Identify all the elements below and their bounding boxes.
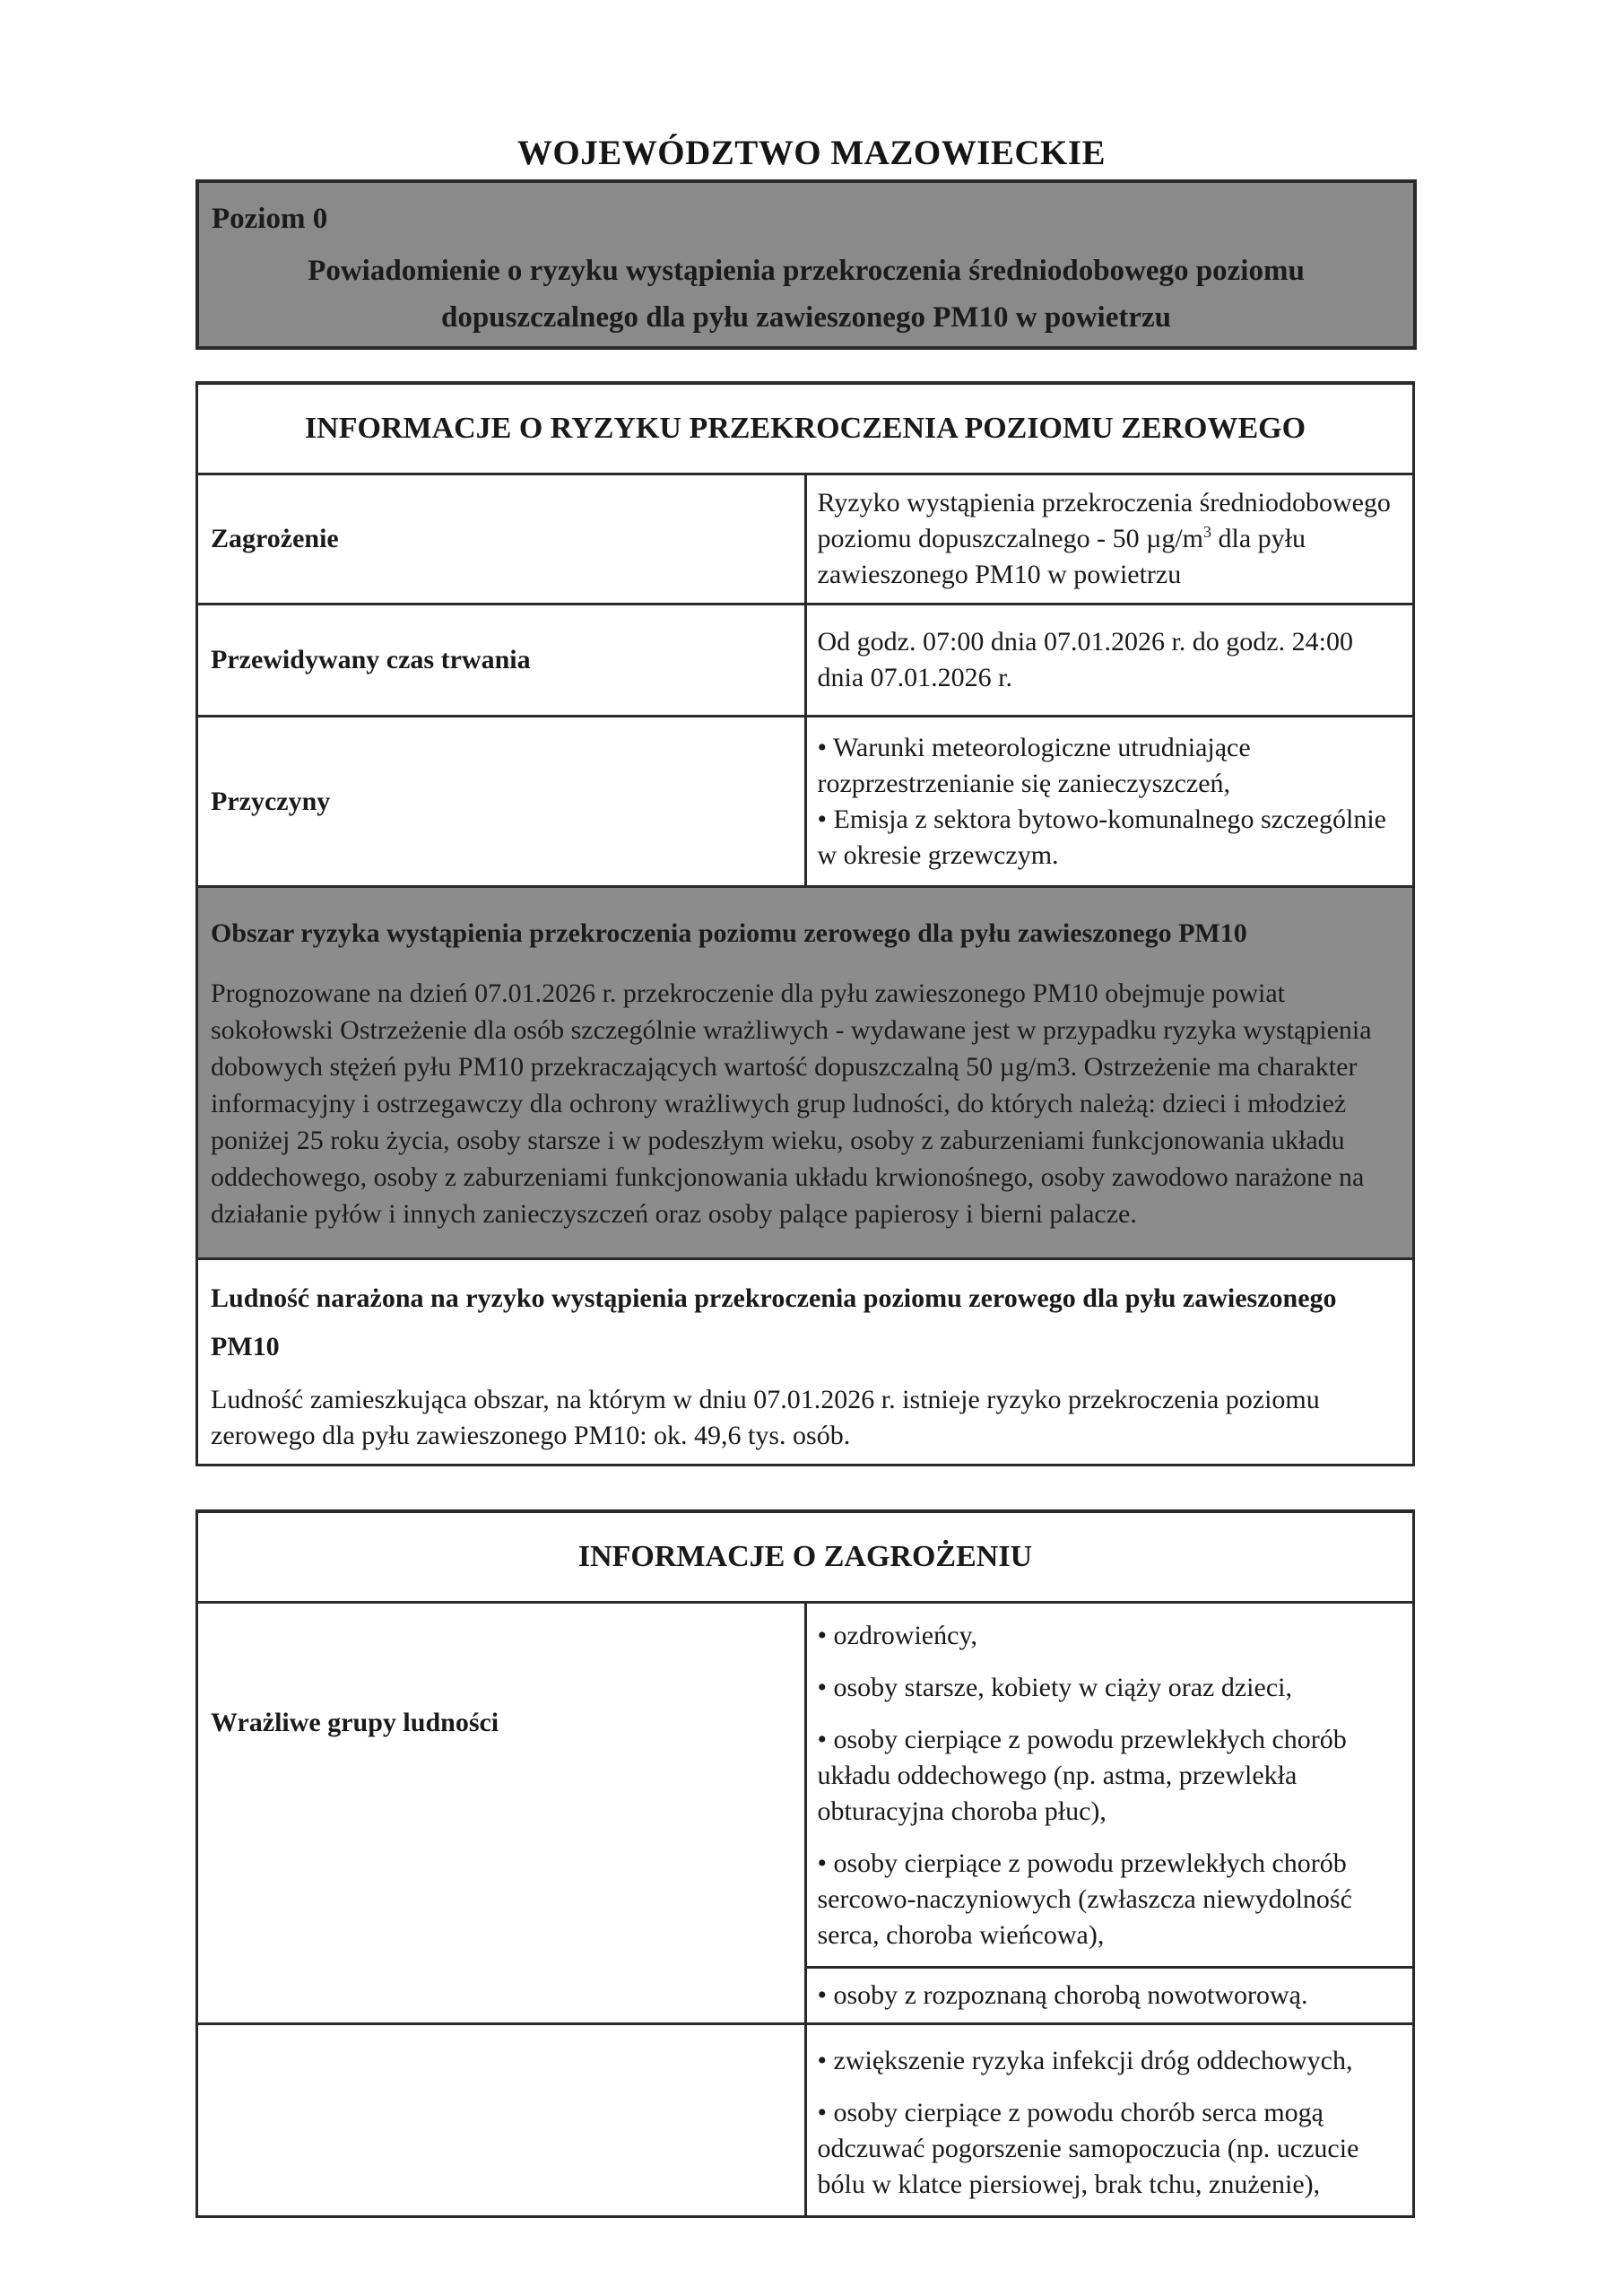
table-row-duration xyxy=(197,604,1414,717)
risk-table-title: INFORMACJE O RYZYKU PRZEKROCZENIA POZIOMU ZEROWEGO xyxy=(197,383,1414,474)
cause-item: • Emisja z sektora bytowo-komunalnego szczególnie w okresie grzewczym. xyxy=(817,804,1386,870)
risk-info-table xyxy=(195,381,1415,1466)
list-item: • zwiększenie ryzyka infekcji dróg oddechowych, xyxy=(817,2046,1353,2075)
threat-table-title: INFORMACJE O ZAGROŻENIU xyxy=(197,1511,1414,1603)
superscript: 3 xyxy=(1203,523,1212,541)
table-row-vulnerable-groups xyxy=(197,1603,1414,1968)
row-label-duration: Przewidywany czas trwania xyxy=(197,604,806,717)
vulnerable-groups-extra: • osoby z rozpoznaną chorobą nowotworową. xyxy=(805,1968,1414,2024)
population-section xyxy=(197,1259,1414,1465)
health-effects-list xyxy=(805,2024,1414,2217)
population-heading: Ludność narażona na ryzyko wystąpienia przekroczenia poziomu zerowego dla pyłu zawieszonego PM10 xyxy=(211,1283,1337,1361)
table-row-health-effects xyxy=(197,2024,1414,2217)
row-value-threat xyxy=(805,474,1414,604)
list-item: • osoby cierpiące z powodu przewlekłych chorób sercowo-naczyniowych (zwłaszcza niewydolność serca, choroba wieńcowa), xyxy=(817,1848,1352,1950)
threat-text-continued: dla pyłu zawieszonego PM10 w powietrzu xyxy=(817,524,1306,589)
table-row-threat xyxy=(197,474,1414,604)
vulnerable-groups-list xyxy=(805,1603,1414,1968)
cause-item: • Warunki meteorologiczne utrudniające rozprzestrzenianie się zanieczyszczeń, xyxy=(817,732,1251,798)
row-value-causes xyxy=(805,717,1414,887)
row-label-health-effects xyxy=(197,2024,806,2217)
table-row-population xyxy=(197,1259,1414,1465)
threat-text: Ryzyko wystąpienia przekroczenia średniodobowego poziomu dopuszczalnego - 50 µg/m xyxy=(817,488,1391,553)
alert-level: Poziom 0 xyxy=(212,203,328,235)
list-item: • osoby starsze, kobiety w ciąży oraz dzieci, xyxy=(817,1673,1292,1702)
row-value-duration: Od godz. 07:00 dnia 07.01.2026 r. do godz. 24:00 dnia 07.01.2026 r. xyxy=(805,604,1414,717)
list-item: • osoby cierpiące z powodu przewlekłych chorób układu oddechowego (np. astma, przewlekła obturacyjna choroba płuc), xyxy=(817,1725,1347,1826)
threat-info-table xyxy=(195,1509,1415,2218)
row-label-vulnerable-groups: Wrażliwe grupy ludności xyxy=(197,1603,806,2024)
list-item: • osoby cierpiące z powodu chorób serca mogą odczuwać pogorszenie samopoczucia (np. uczucie bólu w klatce piersiowej, brak tchu, znużenie), xyxy=(817,2098,1359,2199)
alert-level-header xyxy=(195,179,1417,350)
page-title: WOJEWÓDZTWO MAZOWIECKIE xyxy=(516,134,1107,172)
alert-description-line-1: Powiadomienie o ryzyku wystąpienia przekroczenia średniodobowego poziomu xyxy=(308,255,1305,287)
table-row-causes xyxy=(197,717,1414,887)
alert-description xyxy=(208,248,1404,341)
row-label-causes: Przyczyny xyxy=(197,717,806,887)
table-row-risk-area xyxy=(197,887,1414,1259)
risk-area-body: Prognozowane na dzień 07.01.2026 r. przekroczenie dla pyłu zawieszonego PM10 obejmuje powiat sokołowski Ostrzeżenie dla osób szczególnie wrażliwych - wydawane jest w przypadku ryzyka wystąpienia dobowych stężeń pyłu PM10 przekraczających wartość dopuszczalną 50 µg/m3. Ostrzeżenie ma charakter informacyjny i ostrzegawczy dla ochrony wrażliwych grup ludności, do których należą: dzieci i młodzież poniżej 25 roku życia, osoby starsze i w podeszłym wieku, osoby z zaburzeniami funkcjonowania układu oddechowego, osoby z zaburzeniami funkcjonowania układu krwionośnego, osoby zawodowo narażone na działanie pyłów i innych zanieczyszczeń oraz osoby palące papierosy i bierni palacze. xyxy=(211,978,1372,1229)
risk-area-heading: Obszar ryzyka wystąpienia przekroczenia poziomu zerowego dla pyłu zawieszonego PM10 xyxy=(211,918,1247,948)
population-body: Ludność zamieszkująca obszar, na którym w dniu 07.01.2026 r. istnieje ryzyko przekroczenia poziomu zerowego dla pyłu zawieszonego PM10: ok. 49,6 tys. osób. xyxy=(211,1384,1320,1450)
risk-area-section xyxy=(197,887,1414,1259)
alert-description-line-2: dopuszczalnego dla pyłu zawieszonego PM10 w powietrzu xyxy=(441,301,1171,334)
row-label-threat: Zagrożenie xyxy=(197,474,806,604)
list-item: • ozdrowieńcy, xyxy=(817,1621,977,1650)
